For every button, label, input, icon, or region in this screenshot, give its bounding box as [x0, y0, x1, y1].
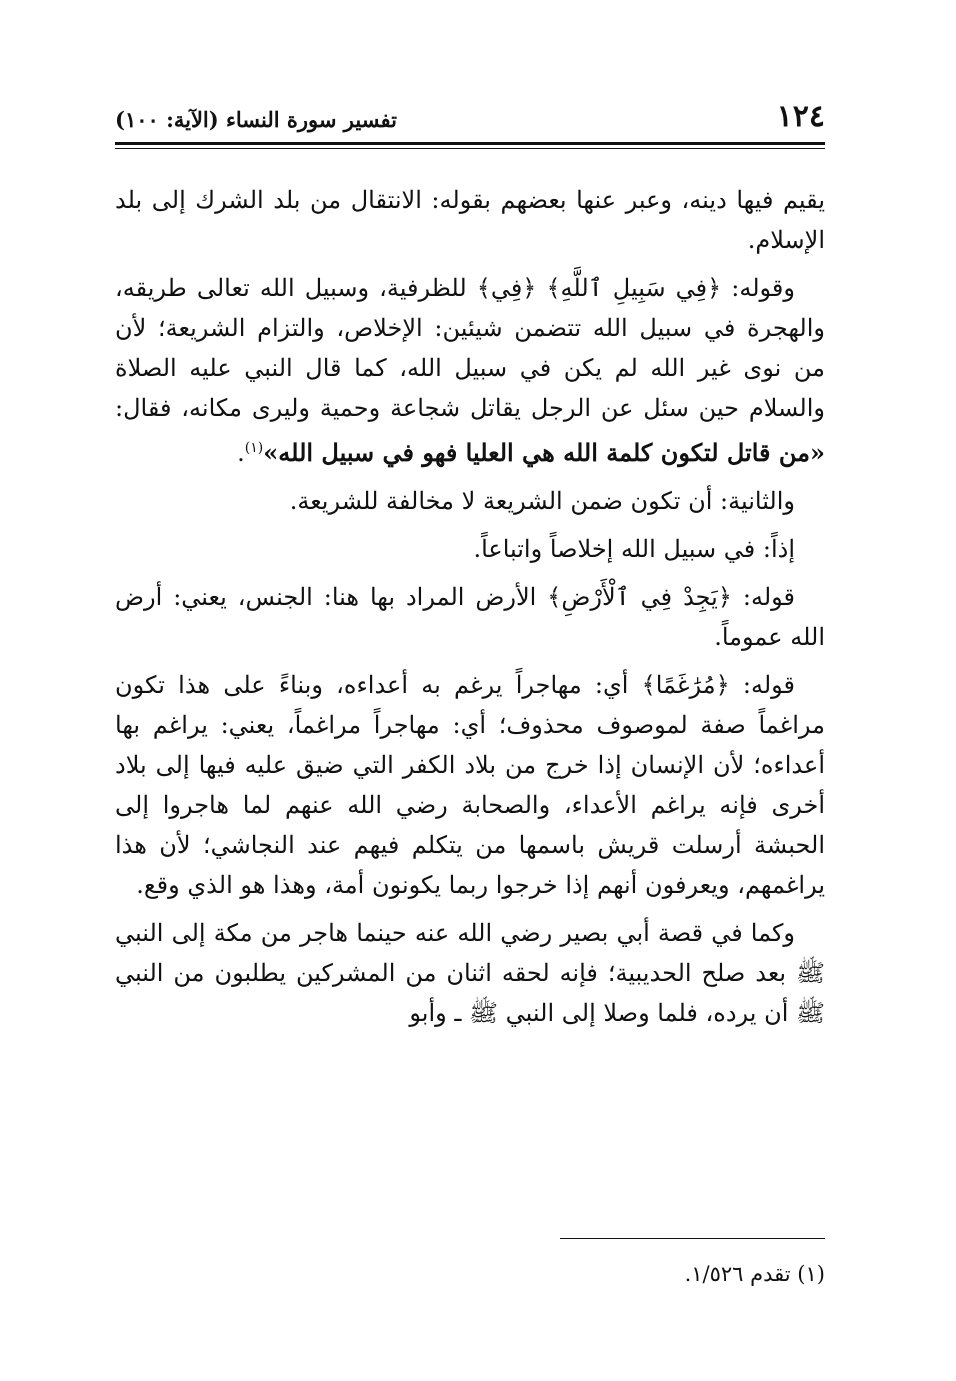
paragraph-2: [115, 268, 825, 473]
header-rule-thick: [115, 142, 825, 145]
paragraph-6: قوله: ﴿مُرَٰغَمًا﴾ أي: مهاجراً يرغم به أعداءه، وبناءً على هذا تكون مراغماً صفة لموصوف محذوف؛ أي: مهاجراً مراغماً، يعني: يراغم بها أعداءه؛ لأن الإنسان إذا خرج من بلاد الكفر التي ضيق عليه فيها إلى بلاد أخرى فإنه يراغم الأعداء، والصحابة رضي الله عنهم لما هاجروا إلى الحبشة أرسلت قريش باسمها من يتكلم فيهم عند النجاشي؛ لأن هذا يراغمهم، ويعرفون أنهم إذا خرجوا ربما يكونون أمة، وهذا هو الذي وقع.: [115, 671, 825, 899]
paragraph-3: والثانية: أن تكون ضمن الشريعة لا مخالفة للشريعة.: [289, 487, 795, 515]
paragraph-4: إذاً: في سبيل الله إخلاصاً واتباعاً.: [473, 535, 795, 563]
hadith-quote: «من قاتل لتكون كلمة الله هي العليا فهو في سبيل الله»: [263, 438, 825, 467]
paragraph-5: قوله: ﴿يَجِدْ فِي ٱلْأَرْضِ﴾ الأرض المراد بها هنا: الجنس، يعني: أرض الله عموماً.: [115, 583, 825, 651]
page-header: [115, 96, 825, 138]
paragraph-1: يقيم فيها دينه، وعبر عنها بعضهم بقوله: الانتقال من بلد الشرك إلى بلد الإسلام.: [115, 186, 825, 254]
body-text: [115, 180, 825, 1041]
page-number: ١٢٤: [776, 99, 825, 134]
running-title: تفسير سورة النساء (الآية: ١٠٠): [115, 107, 397, 132]
footnote-rule: [560, 1238, 825, 1239]
paragraph-7: وكما في قصة أبي بصير رضي الله عنه حينما هاجر من مكة إلى النبي ﷺ بعد صلح الحديبية؛ فإنه لحقه اثنان من المشركين يطلبون من النبي ﷺ أن يرده، فلما وصلا إلى النبي ﷺ ـ وأبو: [115, 919, 825, 1027]
header-rule-thin: [115, 148, 825, 149]
footnote: (١) تقدم ١/٥٢٦.: [684, 1262, 825, 1286]
footnote-ref: (١): [244, 440, 264, 456]
paragraph-2-end: .: [237, 439, 245, 467]
paragraph-2-text: وقوله: ﴿فِي سَبِيلِ ٱللَّهِ﴾ ﴿فِي﴾ للظرفية، وسبيل الله تعالى طريقه، والهجرة في سبيل الله تتضمن شيئين: الإخلاص، والتزام الشريعة؛ لأن من نوى غير الله لم يكن في سبيل الله، كما قال النبي عليه الصلاة والسلام حين سئل عن الرجل يقاتل شجاعة وحمية وليرى مكانه، فقال:: [115, 274, 826, 422]
book-page: [115, 96, 825, 1326]
